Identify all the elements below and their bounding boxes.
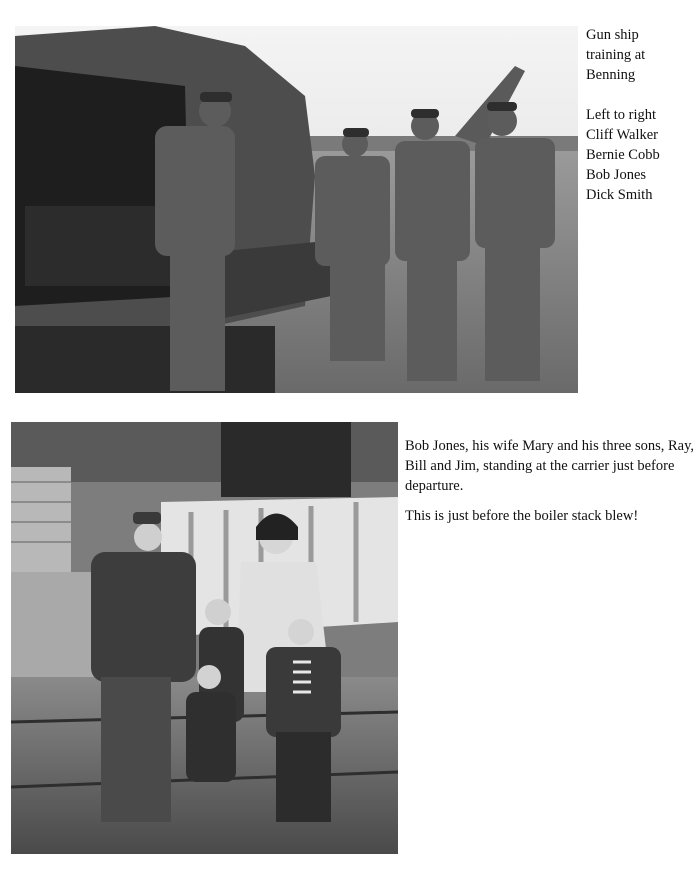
photo-family-carrier (11, 422, 398, 854)
person-name: Dick Smith (586, 187, 653, 203)
caption-title-line: Gun ship (586, 27, 639, 43)
photo-family-image (11, 422, 398, 854)
caption-gunship-title (586, 25, 696, 85)
person-name: Bernie Cobb (586, 147, 660, 163)
caption-intro: Left to right (586, 107, 657, 123)
caption-title-line: training at (586, 47, 646, 63)
caption-family (405, 436, 695, 536)
caption-family-paragraph: Bob Jones, his wife Mary and his three sons, Ray, Bill and Jim, standing at the carrier just before departure. (405, 438, 695, 494)
photo-gunship-image (15, 26, 578, 393)
caption-gunship (586, 25, 696, 205)
caption-title-line: Benning (586, 67, 636, 83)
person-name: Cliff Walker (586, 127, 658, 143)
caption-family-paragraph: This is just before the boiler stack blew! (405, 508, 639, 524)
person-name: Bob Jones (586, 167, 647, 183)
caption-gunship-names (586, 105, 696, 205)
photo-gunship-training (15, 26, 578, 393)
